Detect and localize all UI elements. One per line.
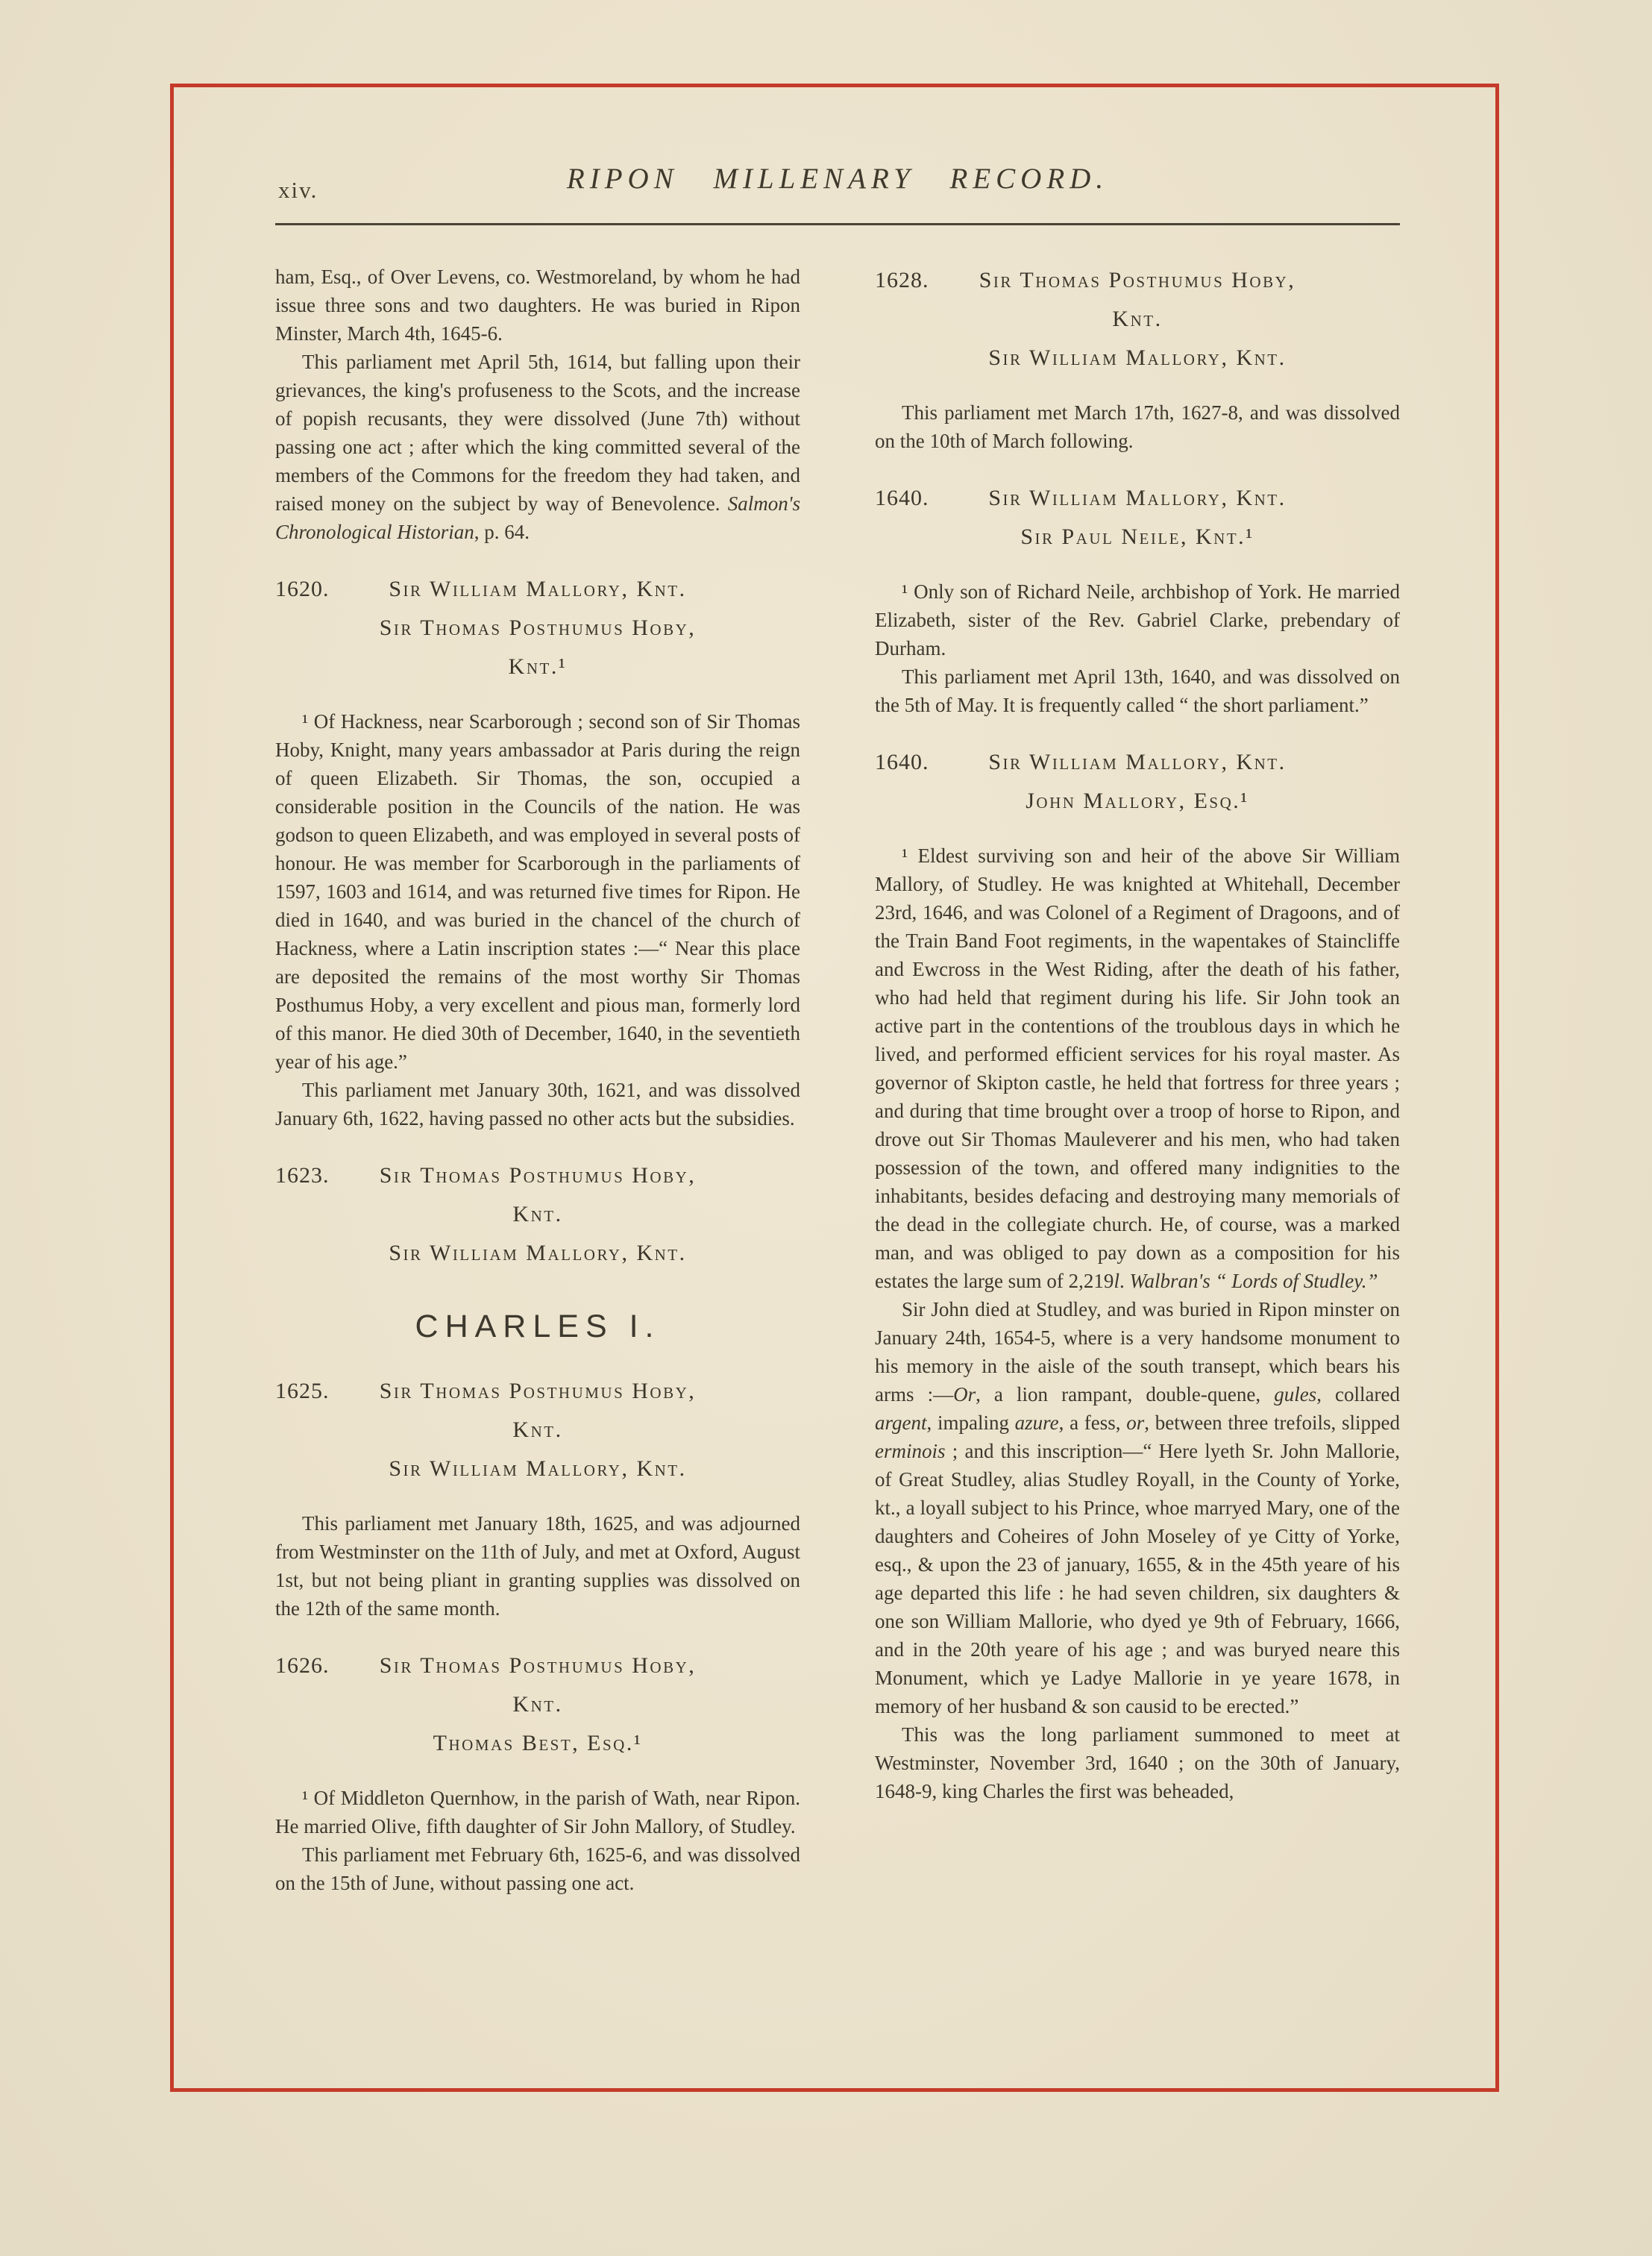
entry-name: Sir William Mallory, Knt. xyxy=(988,345,1287,370)
paragraph-1640: This parliament met April 13th, 1640, and was dissolved on the 5th of May. It is frequently called “ the short parliament.” xyxy=(875,665,1400,716)
entry-year: 1620. xyxy=(275,577,330,601)
columns xyxy=(275,263,1400,1897)
entry-name: Sir Paul Neile, Knt.¹ xyxy=(1020,524,1254,549)
text-segment: ; and this inscription—“ Here lyeth Sr. John Mallorie, of Great Studley, alias Studley Royall, in the County of Yorke, kt., a loyall subject to his Prince, whoe marryed Mary, one of the daughters and Coheires of John Moseley of ye Citty of Yorke, esq., & upon the 23 of january, 1655, & in the 45th yeare of his age departed this life : he had seven children, six daughters & one son William Mallorie, who dyed ye 9th of February, 1666, and in the 20th yeare of his age ; and was buryed neare this Monument, which ye Ladye Mallorie in ye yeare 1678, in memory of her husband & son causid to be erected.” xyxy=(875,1440,1400,1717)
entry-year: 1626. xyxy=(275,1653,330,1678)
entry-1640-neile xyxy=(875,480,1400,558)
text-segment: Sir John died at Studley, and was buried in Ripon minster on January 24th, 1654-5, where is a very handsome monument to his memory in the aisle of the south transept, which bears his arms :— xyxy=(875,1298,1400,1406)
entry-name: Sir Thomas Posthumus Hoby, xyxy=(379,615,697,640)
text-segment: , a lion rampant, double-quene, xyxy=(976,1383,1275,1406)
text-segment-italic: Salmon's Chronological Historian xyxy=(275,492,800,543)
entry-name: Sir William Mallory, Knt. xyxy=(389,1456,687,1481)
heading-charles-i: CHARLES I. xyxy=(415,1309,661,1344)
entry-name: Sir William Mallory, Knt. xyxy=(988,486,1287,510)
entry-name: Knt. xyxy=(512,1417,563,1442)
text-segment-italic: erminois xyxy=(875,1440,946,1462)
entry-1626 xyxy=(275,1648,800,1764)
text-segment-italic: azure xyxy=(1014,1411,1059,1434)
entry-1620 xyxy=(275,571,800,688)
red-border-frame xyxy=(170,84,1499,2092)
text-segment: . xyxy=(1119,1270,1130,1292)
text-segment: , collared xyxy=(1316,1383,1400,1406)
entry-name: Sir Thomas Posthumus Hoby, xyxy=(379,1163,697,1188)
entry-year: 1623. xyxy=(275,1163,330,1188)
entry-year: 1640. xyxy=(875,750,929,774)
entry-1623 xyxy=(275,1158,800,1274)
text-segment-italic: Walbran's “ Lords of Studley.” xyxy=(1129,1270,1378,1292)
entry-name: Sir William Mallory, Knt. xyxy=(988,750,1287,774)
entry-name: John Mallory, Esq.¹ xyxy=(1026,789,1249,813)
text-segment-italic: Or xyxy=(953,1383,976,1406)
entry-name: Sir William Mallory, Knt. xyxy=(389,1241,687,1265)
entry-name: Knt. xyxy=(512,1202,563,1226)
paragraph-monument xyxy=(875,1295,1400,1720)
paragraph-overlevens: ham, Esq., of Over Levens, co. Westmoreland, by whom he had issue three sons and two daughters. He was buried in Ripon Minster, March 4th, 1645-6. xyxy=(275,266,800,345)
text-segment: This parliament met April 5th, 1614, but falling upon their grievances, the king's profuseness to the Scots, and the increase of popish recusants, they were dissolved (June 7th) without passing one act ; after which the king committed several of the members of the Commons for the freedom they had taken, and raised money on the subject by way of Benevolence. xyxy=(275,351,800,515)
paragraph-1628: This parliament met March 17th, 1627-8, and was dissolved on the 10th of March following. xyxy=(875,401,1400,452)
text-segment: , impaling xyxy=(926,1411,1015,1434)
right-column xyxy=(875,263,1400,1897)
paragraph-1626: This parliament met February 6th, 1625-6, and was dissolved on the 15th of June, without passing one act. xyxy=(275,1843,800,1894)
page-number: xiv. xyxy=(278,177,318,203)
entry-year: 1625. xyxy=(275,1379,330,1403)
footnote-hoby: ¹ Of Hackness, near Scarborough ; second son of Sir Thomas Hoby, Knight, many years ambassador at Paris during the reign of queen Elizabeth. Sir Thomas, the son, occupied a considerable position in the Councils of the nation. He was godson to queen Elizabeth, and was employed in several posts of honour. He was member for Scarborough in the parliaments of 1597, 1603 and 1614, and was returned five times for Ripon. He died in 1640, and was buried in the chancel of the church of Hackness, where a Latin inscription states :—“ Near this place are deposited the remains of the most worthy Sir Thomas Posthumus Hoby, a very excellent and pious man, formerly lord of this manor. He died 30th of December, 1640, in the seventieth year of his age.” xyxy=(275,710,800,1073)
text-segment: , a fess, xyxy=(1058,1411,1127,1434)
entry-name: Sir Thomas Posthumus Hoby, xyxy=(379,1379,697,1403)
footnote-best: ¹ Of Middleton Quernhow, in the parish of Wath, near Ripon. He married Olive, fifth daughter of Sir John Mallory, of Studley. xyxy=(275,1787,800,1837)
entry-name: Knt.¹ xyxy=(508,654,568,679)
text-segment-italic: gules xyxy=(1274,1383,1317,1406)
page-header xyxy=(275,162,1400,204)
entry-1640-mallory xyxy=(875,745,1400,822)
entry-name: Knt. xyxy=(512,1692,563,1717)
entry-year: 1628. xyxy=(875,268,929,292)
entry-name: Knt. xyxy=(1112,307,1163,331)
paragraph-long-parliament: This was the long parliament summoned to meet at Westminster, November 3rd, 1640 ; on the 30th of January, 1648-9, king Charles the first was beheaded, xyxy=(875,1723,1400,1802)
header-rule xyxy=(275,223,1400,225)
text-segment-italic: argent xyxy=(875,1411,927,1434)
text-segment: ¹ Eldest surviving son and heir of the above Sir William Mallory, of Studley. He was knighted at Whitehall, December 23rd, 1646, and was Colonel of a Regiment of Dragoons, and of the Train Band Foot regiments, in the wapentakes of Staincliffe and Ewcross in the West Riding, after the death of his father, who had held that regiment during his life. Sir John took an active part in the contentions of the troublous days in which he lived, and performed efficient services for his royal master. As governor of Skipton castle, he held that fortress for three years ; and during that time brought over a troop of horse to Ripon, and drove out Sir Thomas Mauleverer and his men, who had taken possession of the town, and offered many indignities to the inhabitants, besides defacing and destroying many memorials of the dead in the collegiate church. He, of course, was a marked man, and was obliged to pay down as a composition for his estates the large sum of 2,219 xyxy=(875,845,1400,1292)
page-title: RIPON MILLENARY RECORD. xyxy=(566,163,1109,195)
left-column xyxy=(275,263,800,1897)
entry-year: 1640. xyxy=(875,486,929,510)
entry-name: Thomas Best, Esq.¹ xyxy=(433,1731,643,1755)
entry-1625 xyxy=(275,1373,800,1490)
entry-name: Sir Thomas Posthumus Hoby, xyxy=(979,268,1296,292)
text-segment: , between three trefoils, slipped xyxy=(1144,1411,1400,1434)
paragraph-1621: This parliament met January 30th, 1621, and was dissolved January 6th, 1622, having passed no other acts but the subsidies. xyxy=(275,1079,800,1129)
paragraph-1614 xyxy=(275,348,800,546)
paragraph-1625: This parliament met January 18th, 1625, and was adjourned from Westminster on the 11th of July, and met at Oxford, August 1st, but not being pliant in granting supplies was dissolved on the 12th of the same month. xyxy=(275,1512,800,1620)
text-segment: , p. 64. xyxy=(474,521,530,543)
text-segment-italic: l xyxy=(1114,1270,1119,1292)
page-content xyxy=(174,87,1495,2088)
text-segment-italic: or xyxy=(1126,1411,1145,1434)
entry-name: Sir William Mallory, Knt. xyxy=(389,577,687,601)
entry-1628 xyxy=(875,263,1400,379)
footnote-neile: ¹ Only son of Richard Neile, archbishop of York. He married Elizabeth, sister of the Rev. Gabriel Clarke, prebendary of Durham. xyxy=(875,580,1400,659)
entry-name: Sir Thomas Posthumus Hoby, xyxy=(379,1653,697,1678)
footnote-john-mallory xyxy=(875,842,1400,1295)
